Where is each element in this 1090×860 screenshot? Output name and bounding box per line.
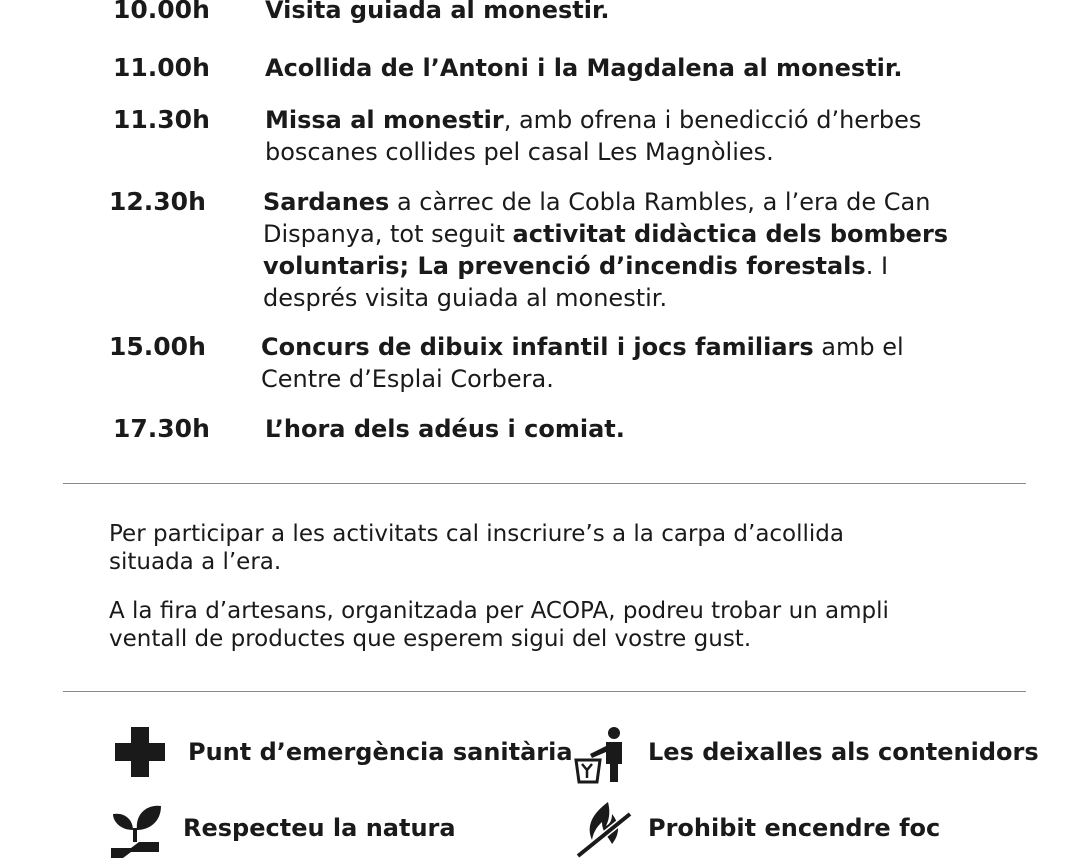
event-text-bold: Acollida de l’Antoni i la Magdalena al monestir. xyxy=(265,54,903,82)
event-row-1000 xyxy=(113,0,1013,28)
legend-no-fire xyxy=(572,800,940,856)
event-time: 15.00h xyxy=(109,332,206,361)
event-row-1230 xyxy=(109,186,1009,316)
legend-label: Punt d’emergència sanitària xyxy=(188,738,573,766)
event-row-1500 xyxy=(109,331,1009,397)
event-description xyxy=(265,104,945,168)
event-description xyxy=(263,186,953,314)
legend-litter xyxy=(572,724,1039,780)
event-time: 11.30h xyxy=(113,105,210,134)
event-text-bold: Visita guiada al monestir. xyxy=(265,0,610,24)
medical-cross-icon xyxy=(112,724,174,780)
event-time: 12.30h xyxy=(109,187,206,216)
legend-label: Prohibit encendre foc xyxy=(648,814,941,842)
no-fire-icon xyxy=(572,800,634,856)
event-text: , amb ofrena i benedicció d’herbes boscanes collides pel casal Les Magnòlies. xyxy=(265,106,922,166)
event-text-bold: activitat didàctica dels bombers voluntaris; La prevenció d’incendis forestals xyxy=(263,220,949,280)
legend-label: Respecteu la natura xyxy=(183,814,456,842)
event-text-bold: Missa al monestir xyxy=(265,106,504,134)
event-text-bold: Sardanes xyxy=(263,188,390,216)
event-text: . I després visita guiada al monestir. xyxy=(263,252,889,312)
legend-nature xyxy=(107,800,456,856)
event-text-bold: Concurs de dibuix infantil i jocs familiars xyxy=(261,333,814,361)
artisans-note: A la fira d’artesans, organitzada per ACOPA, podreu trobar un ampli ventall de productes que esperem sigui del vostre gust. xyxy=(109,598,889,652)
legend-emergency xyxy=(112,724,573,780)
plant-hand-icon xyxy=(107,800,169,856)
event-row-1100 xyxy=(113,52,1013,86)
event-time: 11.00h xyxy=(113,53,210,82)
event-row-1130 xyxy=(113,104,1013,170)
event-text: a càrrec de la Cobla Rambles, a l’era de Can Dispanya, tot seguit xyxy=(263,188,931,248)
event-description xyxy=(261,331,961,395)
divider xyxy=(63,691,1026,692)
registration-note: Per participar a les activitats cal inscriure’s a la carpa d’acollida situada a l’era. xyxy=(109,521,844,575)
divider xyxy=(63,483,1026,484)
event-time: 17.30h xyxy=(113,414,210,443)
event-row-1730 xyxy=(113,413,1013,447)
event-description xyxy=(265,413,965,445)
legend-label: Les deixalles als contenidors xyxy=(648,738,1039,766)
event-time: 10.00h xyxy=(113,0,210,24)
event-description xyxy=(265,0,965,26)
event-description xyxy=(265,52,965,84)
litter-bin-icon xyxy=(572,724,634,780)
event-text-bold: L’hora dels adéus i comiat. xyxy=(265,415,625,443)
event-text: amb el Centre d’Esplai Corbera. xyxy=(261,333,904,393)
